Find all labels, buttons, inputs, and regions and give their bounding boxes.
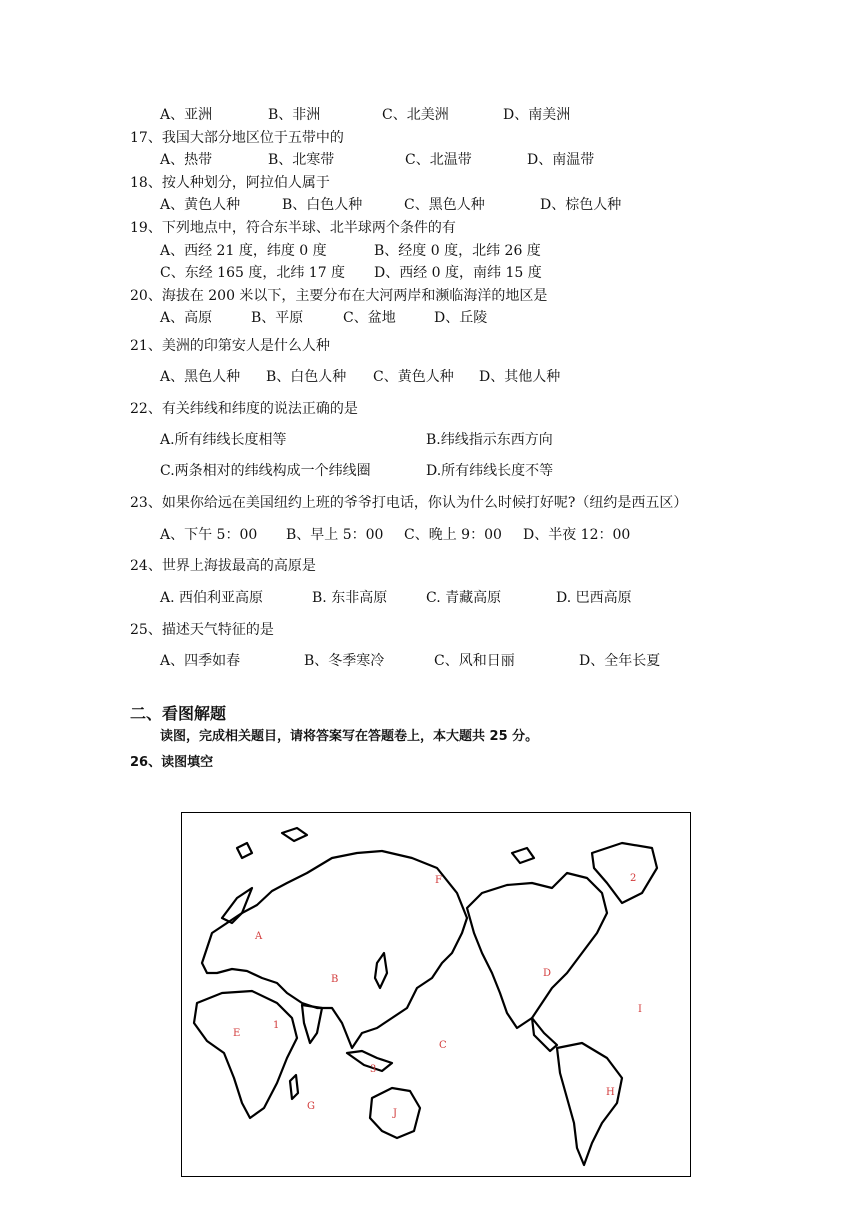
map-label-a: A	[255, 931, 263, 942]
q24-option-d: D. 巴西高原	[556, 590, 632, 606]
q25-option-c: C、风和日丽	[434, 653, 515, 669]
q25-option-a: A、四季如春	[160, 653, 241, 669]
q22-option-a: A.所有纬线长度相等	[160, 432, 287, 448]
q24-option-b: B. 东非高原	[312, 590, 388, 606]
arctic-islands-outline-2	[512, 848, 534, 863]
north-america-outline	[467, 873, 607, 1028]
q21-option-c: C、黄色人种	[373, 369, 454, 385]
map-label-1: 1	[273, 1020, 280, 1031]
q20-option-a: A、高原	[160, 310, 213, 326]
map-label-c: C	[439, 1040, 447, 1051]
q21-option-b: B、白色人种	[266, 369, 347, 385]
q26-stem: 26、读图填空	[130, 755, 214, 770]
q19-option-c: C、东经 165 度，北纬 17 度	[160, 265, 346, 281]
eurasia-outline	[202, 851, 467, 1048]
q17-stem: 17、我国大部分地区位于五带中的	[130, 130, 344, 146]
q16-option-b: B、非洲	[268, 107, 321, 123]
map-label-h: H	[606, 1087, 615, 1098]
q21-option-a: A、黑色人种	[160, 369, 241, 385]
q23-option-b: B、早上 5：00	[286, 527, 384, 543]
world-map	[181, 812, 691, 1177]
q25-option-b: B、冬季寒冷	[304, 653, 385, 669]
q22-stem: 22、有关纬线和纬度的说法正确的是	[130, 401, 358, 417]
q22-option-d: D.所有纬线长度不等	[426, 463, 554, 479]
q18-option-b: B、白色人种	[282, 197, 363, 213]
q24-option-a: A. 西伯利亚高原	[160, 590, 264, 606]
q19-option-d: D、西经 0 度，南纬 15 度	[374, 265, 542, 281]
q17-option-c: C、北温带	[405, 152, 472, 168]
q20-option-c: C、盆地	[343, 310, 396, 326]
world-map-outline	[182, 813, 690, 1176]
q22-option-b: B.纬线指示东西方向	[426, 432, 553, 448]
map-label-e: E	[233, 1028, 241, 1039]
map-label-j: J	[393, 1108, 398, 1119]
q20-option-d: D、丘陵	[434, 310, 488, 326]
section-instruction: 读图，完成相关题目，请将答案写在答题卷上，本大题共 25 分。	[160, 729, 539, 744]
q20-stem: 20、海拔在 200 米以下，主要分布在大河两岸和濒临海洋的地区是	[130, 288, 548, 304]
q18-option-c: C、黑色人种	[404, 197, 485, 213]
japan-outline	[375, 953, 387, 988]
europe-outline	[222, 888, 252, 923]
q19-option-a: A、西经 21 度，纬度 0 度	[160, 243, 327, 259]
q16-option-c: C、北美洲	[382, 107, 449, 123]
q20-option-b: B、平原	[251, 310, 304, 326]
q25-stem: 25、描述天气特征的是	[130, 622, 274, 638]
q17-option-b: B、北寒带	[268, 152, 335, 168]
map-label-f: F	[435, 875, 442, 886]
q23-stem: 23、如果你给远在美国纽约上班的爷爷打电话，你认为什么时候打好呢?（纽约是西五区）	[130, 495, 688, 511]
map-label-d: D	[543, 968, 552, 979]
arctic-islands-outline-3	[237, 843, 252, 858]
q18-stem: 18、按人种划分，阿拉伯人属于	[130, 175, 330, 191]
q18-option-a: A、黄色人种	[160, 197, 241, 213]
q17-option-d: D、南温带	[527, 152, 595, 168]
q17-option-a: A、热带	[160, 152, 213, 168]
q23-option-c: C、晚上 9：00	[404, 527, 502, 543]
q24-option-c: C. 青藏高原	[426, 590, 502, 606]
arctic-islands-outline	[282, 828, 307, 841]
africa-outline	[194, 991, 297, 1118]
q19-stem: 19、下列地点中，符合东半球、北半球两个条件的有	[130, 220, 456, 236]
q19-option-b: B、经度 0 度，北纬 26 度	[374, 243, 541, 259]
q21-stem: 21、美洲的印第安人是什么人种	[130, 338, 330, 354]
map-label-2: 2	[630, 873, 637, 884]
q18-option-d: D、棕色人种	[540, 197, 622, 213]
q23-option-a: A、下午 5：00	[160, 527, 258, 543]
q21-option-d: D、其他人种	[479, 369, 561, 385]
section-title: 二、看图解题	[130, 704, 227, 723]
map-label-i: I	[638, 1004, 642, 1015]
map-label-3: 3	[370, 1064, 377, 1075]
india-outline	[302, 1005, 322, 1043]
q16-option-a: A、亚洲	[160, 107, 213, 123]
map-label-b: B	[331, 974, 339, 985]
map-label-g: G	[307, 1101, 315, 1112]
q16-option-d: D、南美洲	[503, 107, 571, 123]
q22-option-c: C.两条相对的纬线构成一个纬线圈	[160, 463, 371, 479]
q25-option-d: D、全年长夏	[579, 653, 661, 669]
q24-stem: 24、世界上海拔最高的高原是	[130, 558, 316, 574]
central-america-outline	[532, 1018, 557, 1051]
south-america-outline	[557, 1043, 622, 1165]
madagascar-outline	[290, 1075, 298, 1099]
q23-option-d: D、半夜 12：00	[523, 527, 631, 543]
